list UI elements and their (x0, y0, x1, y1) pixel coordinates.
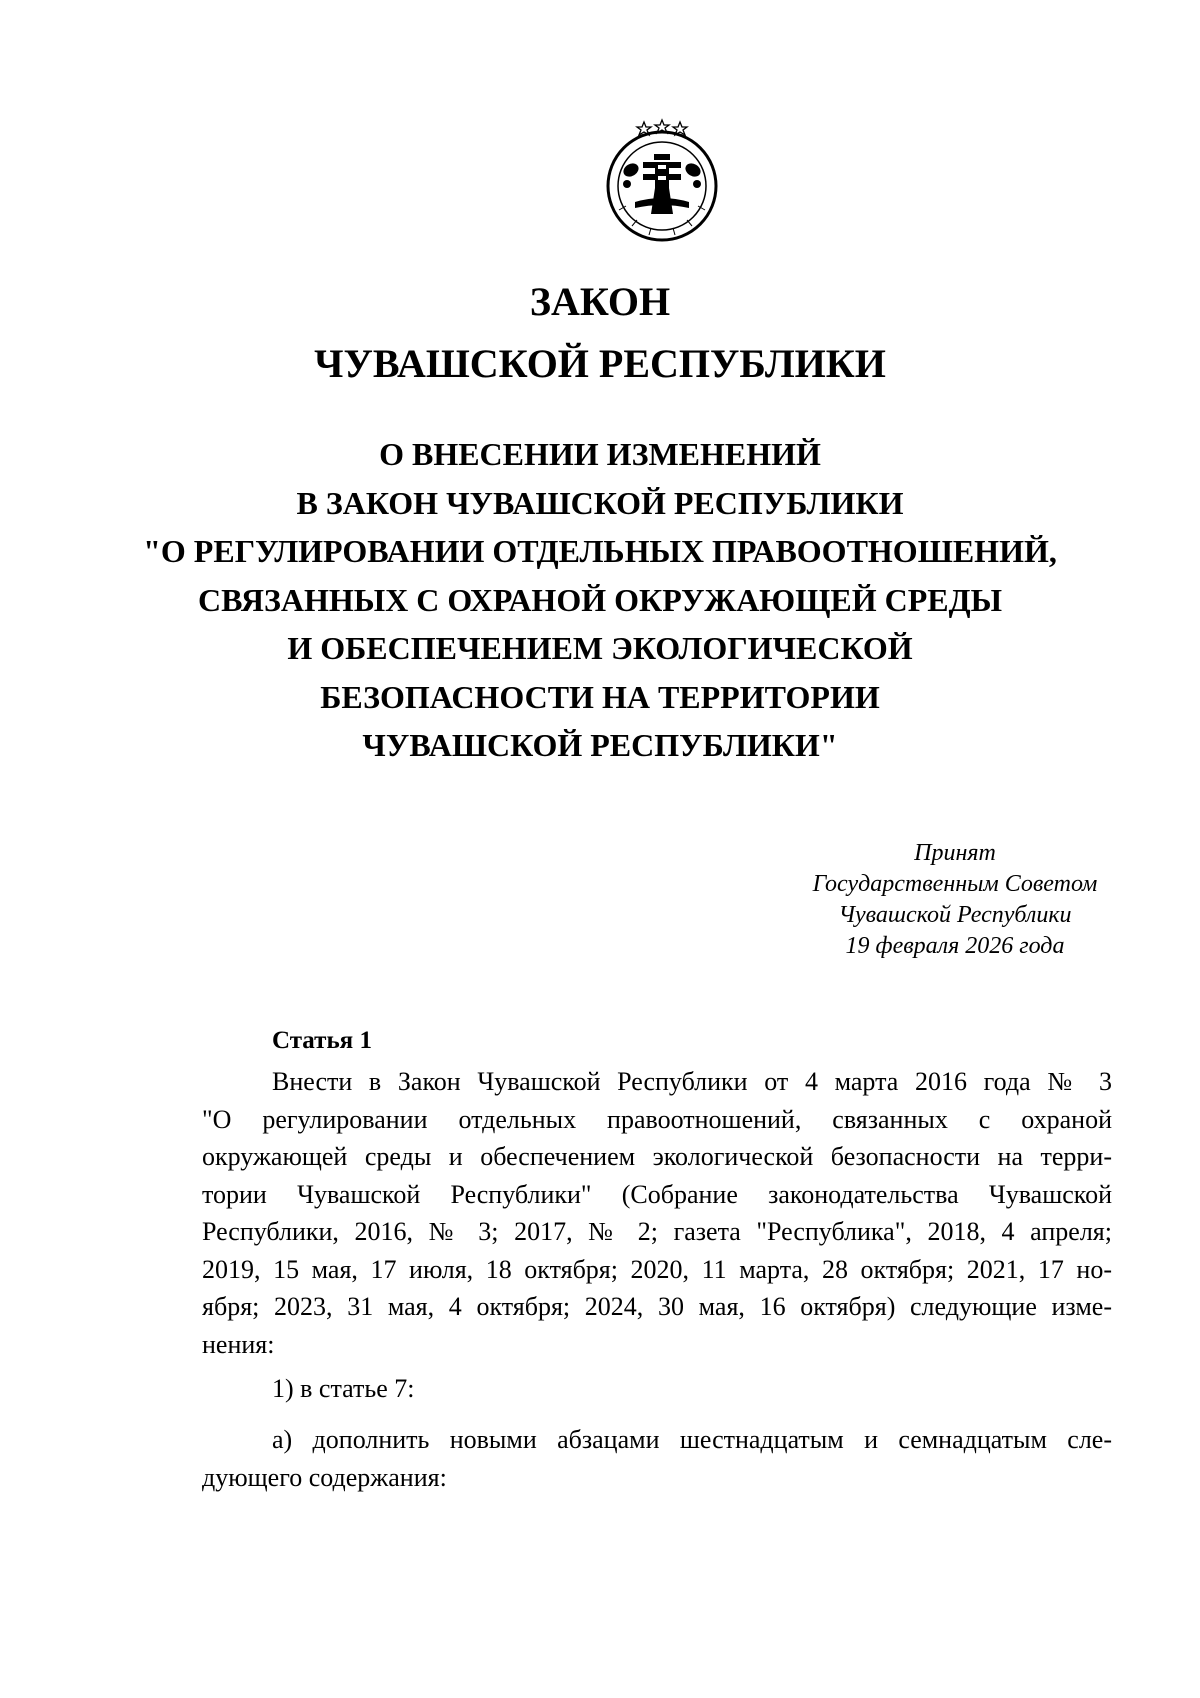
paragraph-line: окружающей среды и обеспечением экологической безопасности на терри- (202, 1142, 1112, 1171)
subtitle-line: ЧУВАШСКОЙ РЕСПУБЛИКИ" (362, 727, 838, 763)
coat-of-arms (599, 118, 725, 244)
item-line: 1) в статье 7: (272, 1374, 415, 1403)
subtitle-line: И ОБЕСПЕЧЕНИЕМ ЭКОЛОГИЧЕСКОЙ (287, 630, 913, 666)
adoption-date: 19 февраля 2026 года (845, 933, 1065, 959)
adoption-line: Чувашской Республики (838, 902, 1072, 928)
adoption-line: Государственным Советом (812, 871, 1098, 897)
paragraph-line: нения: (202, 1329, 275, 1359)
law-title-region: ЧУВАШСКОЙ РЕСПУБЛИКИ (314, 341, 886, 386)
article-item-1 (202, 1370, 1112, 1408)
subtitle-line: "О РЕГУЛИРОВАНИИ ОТДЕЛЬНЫХ ПРАВООТНОШЕНИЙ, (143, 533, 1057, 569)
article-heading: Статья 1 (272, 1027, 372, 1054)
item-line: дующего содержания: (202, 1462, 447, 1492)
adoption-note (795, 838, 1115, 962)
paragraph-line: "О регулировании отдельных правоотношений, связанных с охраной (202, 1104, 1112, 1134)
subtitle-line: О ВНЕСЕНИИ ИЗМЕНЕНИЙ (379, 436, 821, 472)
item-line: а) дополнить новыми абзацами шестнадцатым и семнадцатым сле- (272, 1425, 1112, 1454)
law-subtitle (0, 430, 1200, 770)
paragraph-line: Республики, 2016, № 3; 2017, № 2; газета "Республика", 2018, 4 апреля; (202, 1217, 1112, 1246)
paragraph-line: Внести в Закон Чувашской Республики от 4 марта 2016 года № 3 (272, 1067, 1112, 1096)
paragraph-line: 2019, 15 мая, 17 июля, 18 октября; 2020, 11 марта, 28 октября; 2021, 17 но- (202, 1254, 1112, 1284)
article-item-a (202, 1421, 1112, 1496)
law-title: ЗАКОН (529, 279, 671, 324)
subtitle-line: СВЯЗАННЫХ С ОХРАНОЙ ОКРУЖАЮЩЕЙ СРЕДЫ (197, 581, 1003, 618)
chuvash-coat-of-arms-icon (599, 118, 725, 244)
subtitle-line: БЕЗОПАСНОСТИ НА ТЕРРИТОРИИ (320, 678, 880, 715)
subtitle-line: В ЗАКОН ЧУВАШСКОЙ РЕСПУБЛИКИ (296, 484, 904, 521)
article-paragraph (202, 1063, 1112, 1363)
paragraph-line: тории Чувашской Республики" (Собрание законодательства Чувашской (202, 1179, 1112, 1209)
paragraph-line: ября; 2023, 31 мая, 4 октября; 2024, 30 мая, 16 октября) следующие изме- (202, 1292, 1112, 1321)
adoption-line: Принят (914, 840, 996, 866)
